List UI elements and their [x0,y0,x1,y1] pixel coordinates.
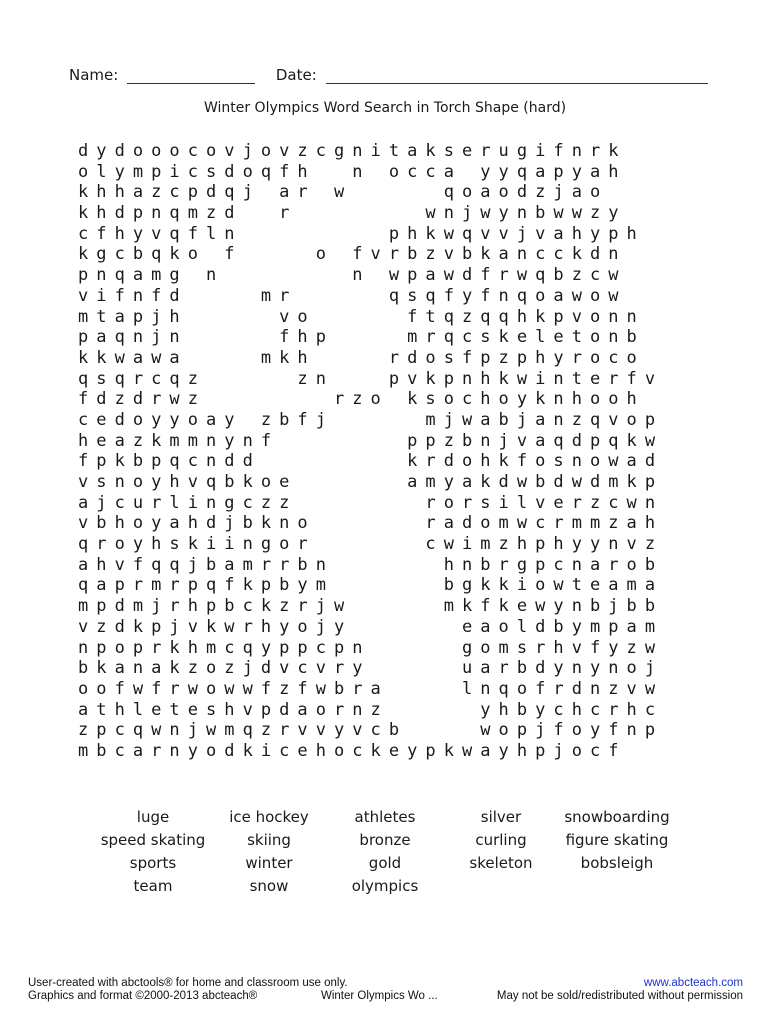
grid-row: cfhyvqfln phkwqvvjvahyph [78,223,645,244]
grid-row: paqnjn fhp mrqcskeletonb [78,327,645,348]
grid-row: olympicsdoqfh n occa yyqapyah [78,161,627,182]
word-bank-item: team [133,877,173,895]
grid-row: pnqamg n n wpawdfrwqbzcw [78,265,627,286]
grid-row: zpcqwnjwmqzrvvyvcb wopjfoyfnp [78,720,664,741]
grid-row: ahvfqqjbamrrbn hnbrgpcnarob [78,554,664,575]
footer-line-2 [28,990,743,1002]
word-bank-item: ice hockey [229,808,309,826]
word-bank-item: skeleton [469,854,533,872]
grid-row: mbcarnyodkicehockeypkwayhpjocf [78,740,627,761]
footer-usage-note: User-created with abctools® for home and classroom use only. [28,977,348,989]
word-bank-item: winter [245,854,293,872]
grid-row: bkanakzozjdvcvry uarbdynynoj [78,658,664,679]
word-bank-item: sports [129,854,177,872]
grid-row: cedoyyoay zbfj mjwabjanzqvop [78,409,664,430]
word-bank-item: snowboarding [564,808,670,826]
name-label: Name: [69,66,119,84]
grid-row: dydooocovjovzcgnitakserugifnrk [78,141,627,161]
word-bank-item: skiing [247,831,291,849]
grid-row: vzdkpjvkwrhyojy eaoldbympam [78,616,664,637]
date-field[interactable] [326,69,708,84]
grid-row: vifnfd mr qsqfyfnqoawow [78,285,627,306]
grid-row: khdpnqmzd r wnjwynbwwzy [78,203,627,224]
grid-row: npoprkhmcqyppcpn gomsrhvfyzw [78,637,664,658]
name-date-header [69,66,708,84]
grid-row: khhazcpdqj ar w qoaodzjao [78,182,609,203]
word-bank-item: bobsleigh [580,854,654,872]
word-bank-item: olympics [351,877,419,895]
word-bank-item [443,877,559,900]
grid-row: mpdmjrhpbckzrjw mkfkewynbjbb [78,596,664,617]
word-bank-row [95,831,700,854]
grid-row: heazkmmnynf ppzbnjvaqdpqkw [78,430,664,451]
footer-document-title: Winter Olympics Wo ... [321,990,438,1002]
grid-row: ajcurlingczz rorsilverzcwn [78,492,664,513]
grid-row: fdzdrwz rzo ksochoyknhooh [78,389,645,410]
grid-row: vsnoyhvqbkoe amyakdwbdwdmkp [78,472,664,492]
grid-row: qsqrcqz zn pvkpnhkwinterfv [78,368,664,389]
footer-website-link[interactable]: www.abcteach.com [643,977,743,989]
word-bank-item: curling [475,831,527,849]
word-bank-item: gold [368,854,402,872]
grid-row: qroyhskiingor cwimzhphyynvz [78,534,664,555]
word-bank-row [95,877,700,900]
grid-row: fpkbpqcndd krdohkfosnowad [78,451,664,472]
word-bank-item: athletes [354,808,416,826]
grid-row: oofwfrwowwfzfwbra lnqofrdnzvw [78,678,664,699]
date-label: Date: [275,66,317,84]
footer-line-1 [28,977,743,989]
word-bank-item: snow [249,877,289,895]
name-field[interactable] [127,69,255,84]
word-bank-item: luge [136,808,170,826]
grid-row: kgcbqko f o fvrbzvbkancckdn [78,244,627,265]
footer-copyright: Graphics and format ©2000-2013 abcteach® [28,990,258,1002]
grid-row: vbhoyahdjbkno radomwcrmmzah [78,513,664,534]
word-bank-item [559,877,675,900]
word-bank-row [95,808,700,831]
word-bank-item: figure skating [565,831,669,849]
word-bank-row [95,854,700,877]
page-title: Winter Olympics Word Search in Torch Shape (hard) [203,100,567,116]
grid-row: kkwawa mkh rdosfpzphyroco [78,347,645,368]
word-bank-item: speed skating [100,831,206,849]
footer-permission-note: May not be sold/redistributed without permission [496,990,743,1002]
grid-row: athleteshvpdaornz yhbychcrhc [78,699,664,720]
word-bank-item: bronze [359,831,411,849]
word-bank [95,808,700,900]
grid-row: qaprmrpqfkpbym bgkkiowteama [78,575,664,596]
grid-row: mtapjh vo ftqzqqhkpvonn [78,306,645,327]
word-search-grid [78,141,663,762]
word-bank-item: silver [480,808,522,826]
